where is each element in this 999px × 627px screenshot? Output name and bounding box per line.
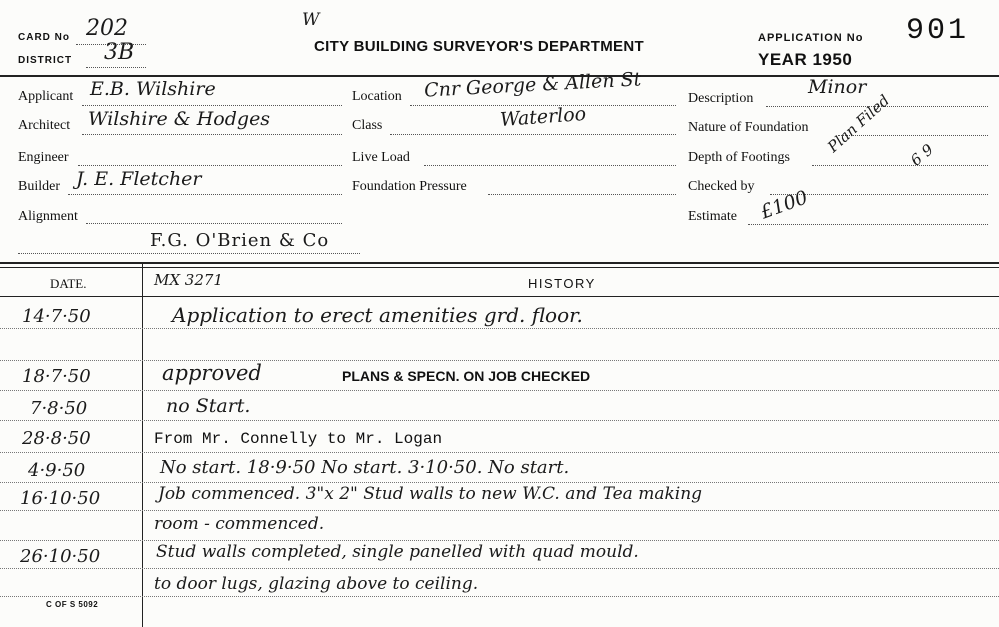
date-column-divider <box>142 264 143 627</box>
department-title: CITY BUILDING SURVEYOR'S DEPARTMENT <box>314 38 644 55</box>
history-text: approved <box>162 361 262 385</box>
history-text-continued: room - commenced. <box>154 514 325 534</box>
history-text-continued: to door lugs, glazing above to ceiling. <box>154 574 479 594</box>
history-date: 28·8·50 <box>22 428 91 449</box>
history-text: no Start. <box>166 395 251 417</box>
alignment-label: Alignment <box>18 209 78 224</box>
estimate-value: £100 <box>757 186 811 224</box>
history-top-rule <box>0 262 999 264</box>
department-prefix: W <box>302 10 320 30</box>
builder-value: J. E. Fletcher <box>76 168 202 190</box>
history-date: 4·9·50 <box>28 460 86 481</box>
builder-label: Builder <box>18 179 60 194</box>
history-text: Application to erect amenities grd. floor. <box>172 303 583 327</box>
class-label: Class <box>352 118 383 133</box>
alignment-value: F.G. O'Brien & Co <box>150 230 330 251</box>
application-no-value: 901 <box>906 14 970 48</box>
form-code: C OF S 5092 <box>46 600 99 609</box>
plans-checked-stamp: PLANS & SPECN. ON JOB CHECKED <box>342 368 591 384</box>
applicant-value: E.B. Wilshire <box>90 78 216 100</box>
card-no-label: CARD No <box>18 32 70 43</box>
architect-value: Wilshire & Hodges <box>88 108 271 130</box>
plan-filed-note: Plan Filed <box>823 91 894 156</box>
architect-label: Architect <box>18 118 71 133</box>
history-text: From Mr. Connelly to Mr. Logan <box>154 430 443 448</box>
history-header-rule <box>0 296 999 297</box>
estimate-label: Estimate <box>688 209 737 224</box>
history-date: 16·10·50 <box>20 488 101 509</box>
card-no-value: 202 <box>86 16 128 41</box>
history-text: Stud walls completed, single panelled with quad mould. <box>156 542 639 562</box>
depth-of-footings-label: Depth of Footings <box>688 150 790 165</box>
foundation-pressure-label: Foundation Pressure <box>352 179 467 194</box>
application-no-label: APPLICATION No <box>758 32 864 44</box>
history-ref-note: MX 3271 <box>154 271 223 289</box>
description-value: Minor <box>808 76 867 98</box>
history-date: 7·8·50 <box>30 398 88 419</box>
description-label: Description <box>688 91 754 106</box>
district-label: DISTRICT <box>18 55 73 66</box>
date-column-header: DATE. <box>50 276 87 291</box>
applicant-label: Applicant <box>18 89 74 104</box>
history-date: 26·10·50 <box>20 546 101 567</box>
history-date: 18·7·50 <box>22 366 91 387</box>
plan-filed-number: 6 9 <box>907 140 937 170</box>
location-value: Cnr George & Allen St <box>423 68 642 102</box>
engineer-label: Engineer <box>18 150 69 165</box>
history-date: 14·7·50 <box>22 306 91 327</box>
history-text: No start. 18·9·50 No start. 3·10·50. No start. <box>160 457 570 478</box>
nature-of-foundation-label: Nature of Foundation <box>688 120 809 135</box>
year-label: YEAR 1950 <box>758 50 853 69</box>
history-text: Job commenced. 3"x 2" Stud walls to new W.C. and Tea making <box>158 484 703 504</box>
class-value: Waterloo <box>499 103 587 131</box>
history-column-header: HISTORY <box>528 276 596 291</box>
live-load-label: Live Load <box>352 150 410 165</box>
checked-by-label: Checked by <box>688 179 755 194</box>
district-value: 3B <box>104 40 135 65</box>
location-label: Location <box>352 89 402 104</box>
